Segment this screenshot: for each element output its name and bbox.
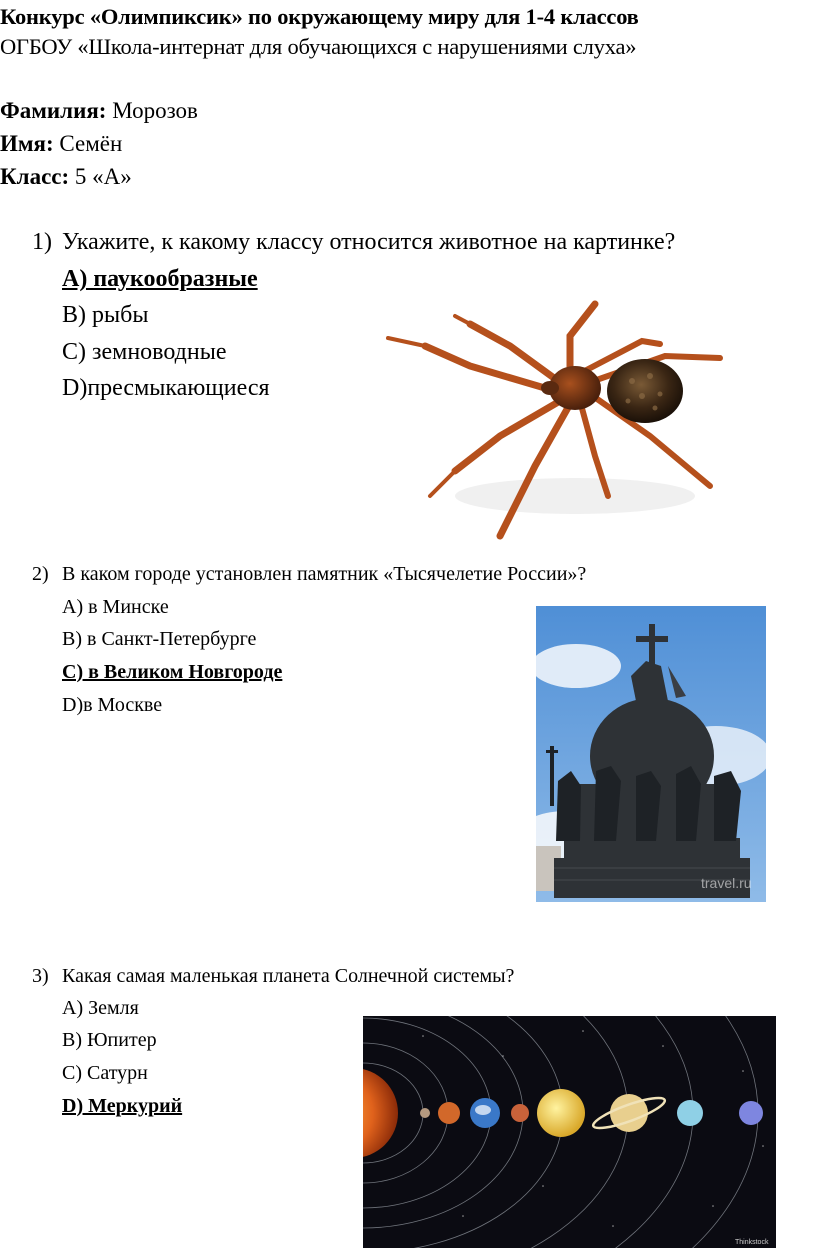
class-value: 5 «А»: [74, 164, 132, 189]
q2-option-d: D)в Москве: [62, 694, 163, 716]
contest-title: Конкурс «Олимпиксик» по окружающему миру для 1-4 классов: [0, 4, 639, 29]
question-text: Какая самая маленькая планета Солнечной системы?: [62, 965, 515, 987]
q1-option-d: D)пресмыкающиеся: [62, 375, 270, 401]
q2-option-a: А) в Минске: [62, 596, 169, 618]
name-field: [0, 131, 122, 157]
name-value: Семён: [59, 131, 123, 156]
q3-option-a: А) Земля: [62, 997, 139, 1019]
question-3: [32, 965, 514, 988]
class-field: [0, 164, 132, 190]
q1-option-b: В) рыбы: [62, 302, 149, 328]
q3-option-d: D) Меркурий: [62, 1095, 183, 1117]
watermark-text: Thinkstock: [735, 1239, 769, 1246]
school-name: ОГБОУ «Школа-интернат для обучающихся с нарушениями слуха»: [0, 34, 637, 59]
q1-option-c: С) земноводные: [62, 339, 227, 365]
question-text: Укажите, к какому классу относится животное на картинке?: [62, 229, 676, 255]
watermark-text: travel.ru: [701, 875, 752, 891]
question-number: 3): [32, 965, 49, 987]
q3-option-c: С) Сатурн: [62, 1062, 148, 1084]
spider-image: [380, 296, 730, 546]
q2-option-c: С) в Великом Новгороде: [62, 661, 283, 683]
surname-value: Морозов: [112, 98, 198, 123]
surname-label: Фамилия:: [0, 98, 107, 123]
q2-option-b: В) в Санкт-Петербурге: [62, 628, 257, 650]
monument-image: [536, 606, 766, 902]
question-number: 2): [32, 563, 49, 585]
solar-system-image: [363, 1016, 776, 1248]
question-text: В каком городе установлен памятник «Тысячелетие России»?: [62, 563, 587, 585]
q1-option-a: А) паукообразные: [62, 266, 258, 292]
question-2: [32, 563, 586, 586]
surname-field: [0, 98, 198, 124]
question-1: [32, 229, 675, 256]
question-number: 1): [32, 229, 52, 255]
class-label: Класс:: [0, 164, 70, 189]
q3-option-b: В) Юпитер: [62, 1029, 157, 1051]
name-label: Имя:: [0, 131, 54, 156]
